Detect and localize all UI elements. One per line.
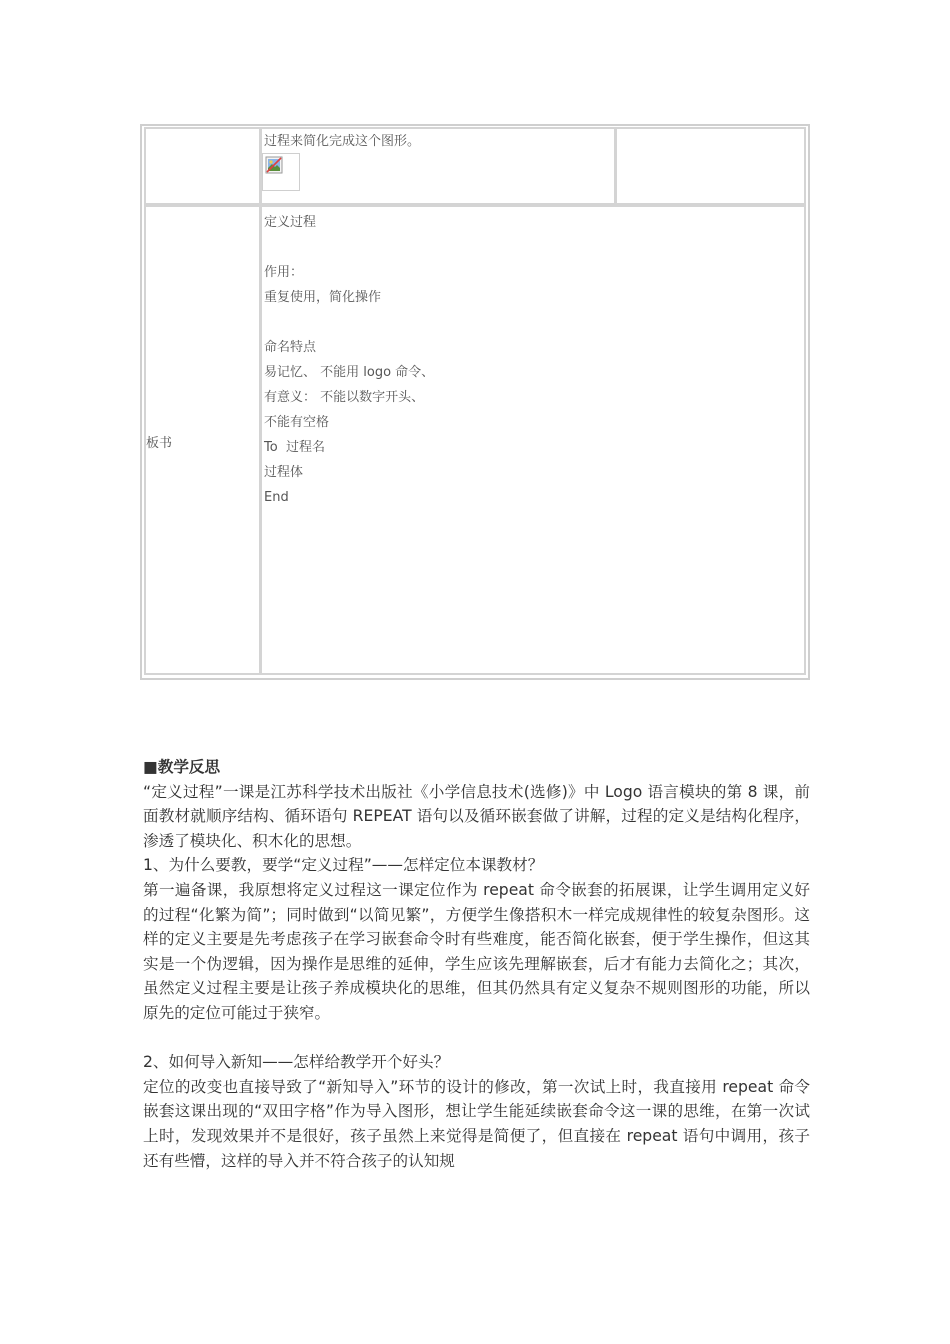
- board-line: 作用：: [264, 265, 304, 280]
- table-cell-empty-right: [615, 127, 806, 205]
- table-cell-board: [260, 205, 806, 675]
- board-line: [264, 235, 434, 260]
- board-line: 重复使用，简化操作: [264, 290, 382, 305]
- board-line: 不能有空格: [264, 415, 330, 430]
- paragraph: “定义过程”一课是江苏科学技术出版社《小学信息技术(选修)》中 Logo 语言模块的第 8 课，前面教材就顺序结构、循环语句 REPEAT 语句以及循环嵌套做了讲解，过程的定义是结构化程序，渗透了模块化、积木化的思想。: [143, 782, 810, 850]
- board-line: 过程体: [264, 465, 304, 480]
- board-line: [264, 310, 434, 335]
- board-notes: [264, 210, 434, 510]
- board-line: 易记忆、 不能用 logo 命令、: [264, 365, 435, 380]
- board-line: 定义过程: [264, 215, 317, 230]
- table-cell-empty-left: [144, 127, 261, 205]
- row1-text: 过程来简化完成这个图形。: [264, 134, 421, 149]
- question-heading: 2、如何导入新知——怎样给教学开个好头？: [143, 1053, 450, 1072]
- paragraph: 定位的改变也直接导致了“新知导入”环节的设计的修改，第一次试上时，我直接用 repeat 命令嵌套这课出现的“双田字格”作为导入图形，想让学生能延续嵌套命令这一课的思维，在第一次试上时，发现效果并不是很好，孩子虽然上来觉得是简便了，但直接在 repeat 语句中调用，孩子还有些懵，这样的导入并不符合孩子的认知规: [143, 1077, 810, 1170]
- question-heading: 1、为什么要教，要学“定义过程”——怎样定位本课教材？: [143, 856, 544, 875]
- broken-image: [262, 153, 300, 191]
- board-line: 命名特点: [264, 340, 317, 355]
- table-cell-label: [144, 205, 261, 675]
- board-line: End: [264, 490, 289, 505]
- section-heading: ■教学反思: [143, 758, 221, 776]
- paragraph: 第一遍备课，我原想将定义过程这一课定位作为 repeat 命令嵌套的拓展课，让学生调用定义好的过程“化繁为简”；同时做到“以简见繁”，方便学生像搭积木一样完成规律性的较复杂图形。这样的定义主要是先考虑孩子在学习嵌套命令时有些难度，能否简化嵌套，便于学生操作，但这其实是一个伪逻辑，因为操作是思维的延伸，学生应该先理解嵌套，后才有能力去简化之；其次，虽然定义过程主要是让孩子养成模块化的思维，但其仍然具有定义复杂不规则图形的功能，所以原先的定位可能过于狭窄。: [143, 880, 810, 1022]
- board-line: 有意义： 不能以数字开头、: [264, 390, 425, 405]
- board-line: To 过程名: [264, 440, 325, 455]
- table-cell-content: [260, 127, 616, 205]
- teaching-reflection: [143, 755, 810, 1173]
- broken-image-icon: [265, 156, 283, 174]
- spacer: [143, 1026, 810, 1051]
- row2-label: 板书: [146, 436, 173, 451]
